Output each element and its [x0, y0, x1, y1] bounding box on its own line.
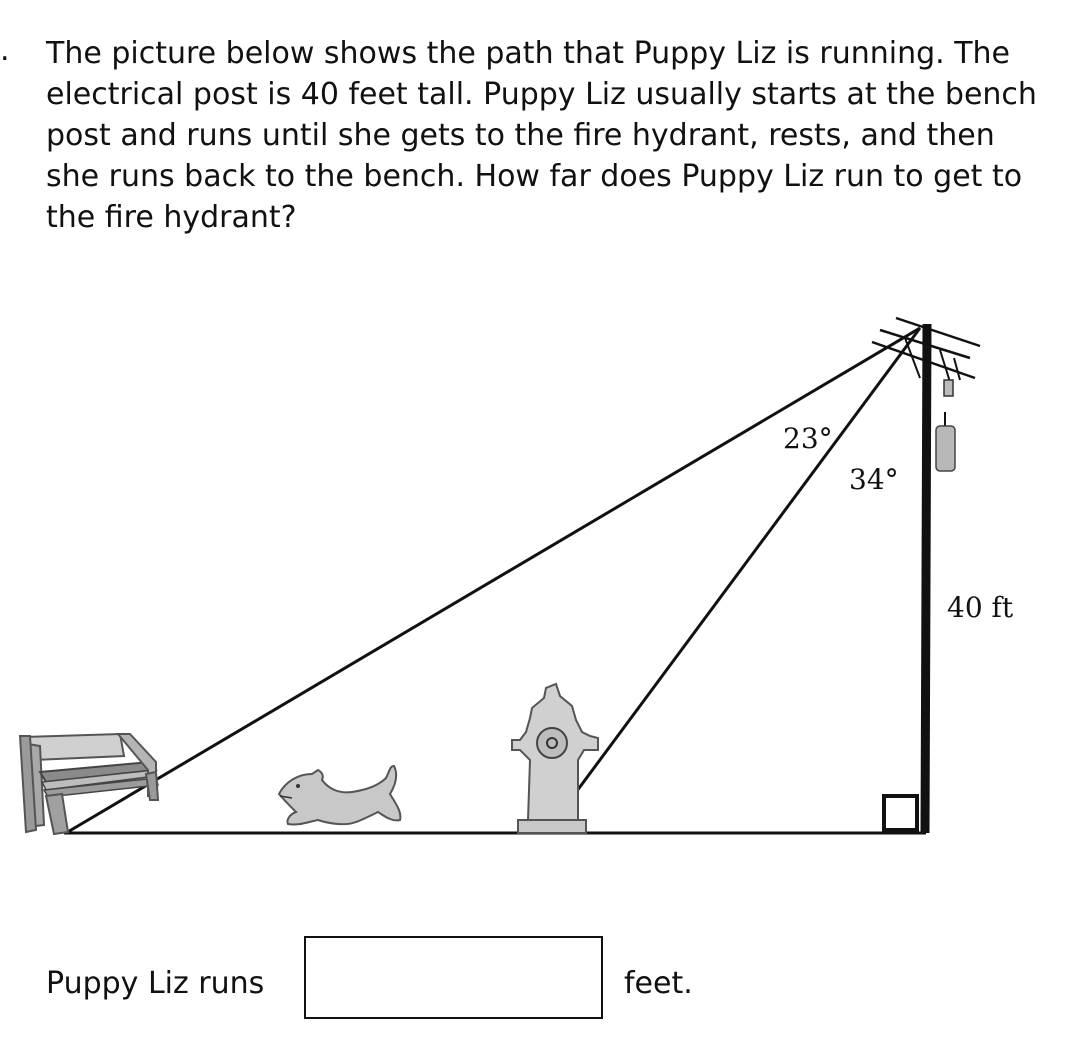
path-diagram — [0, 300, 1070, 860]
post-height-label: 40 ft — [947, 591, 1014, 624]
answer-input[interactable] — [304, 936, 603, 1019]
angle-label-inner: 34° — [849, 463, 899, 496]
question-number-marker: . — [0, 33, 10, 68]
fire-hydrant-icon — [512, 684, 598, 833]
dog-icon — [279, 766, 400, 825]
electrical-post-icon — [872, 318, 980, 833]
answer-prefix: Puppy Liz runs — [46, 966, 265, 1001]
answer-unit: feet. — [624, 966, 693, 1001]
sightline-to-hydrant — [548, 328, 920, 830]
sightline-to-bench — [66, 328, 920, 833]
problem-statement: The picture below shows the path that Puppy Liz is running. The electrical post is 40 feet tall. Puppy Liz usually starts at the bench post and runs until she gets to the fire hydrant, rests, and then she runs back to the bench. How far does Puppy Liz run to get to the fire hydrant? — [46, 36, 1037, 235]
angle-label-outer: 23° — [783, 422, 833, 455]
right-angle-marker — [884, 796, 917, 830]
